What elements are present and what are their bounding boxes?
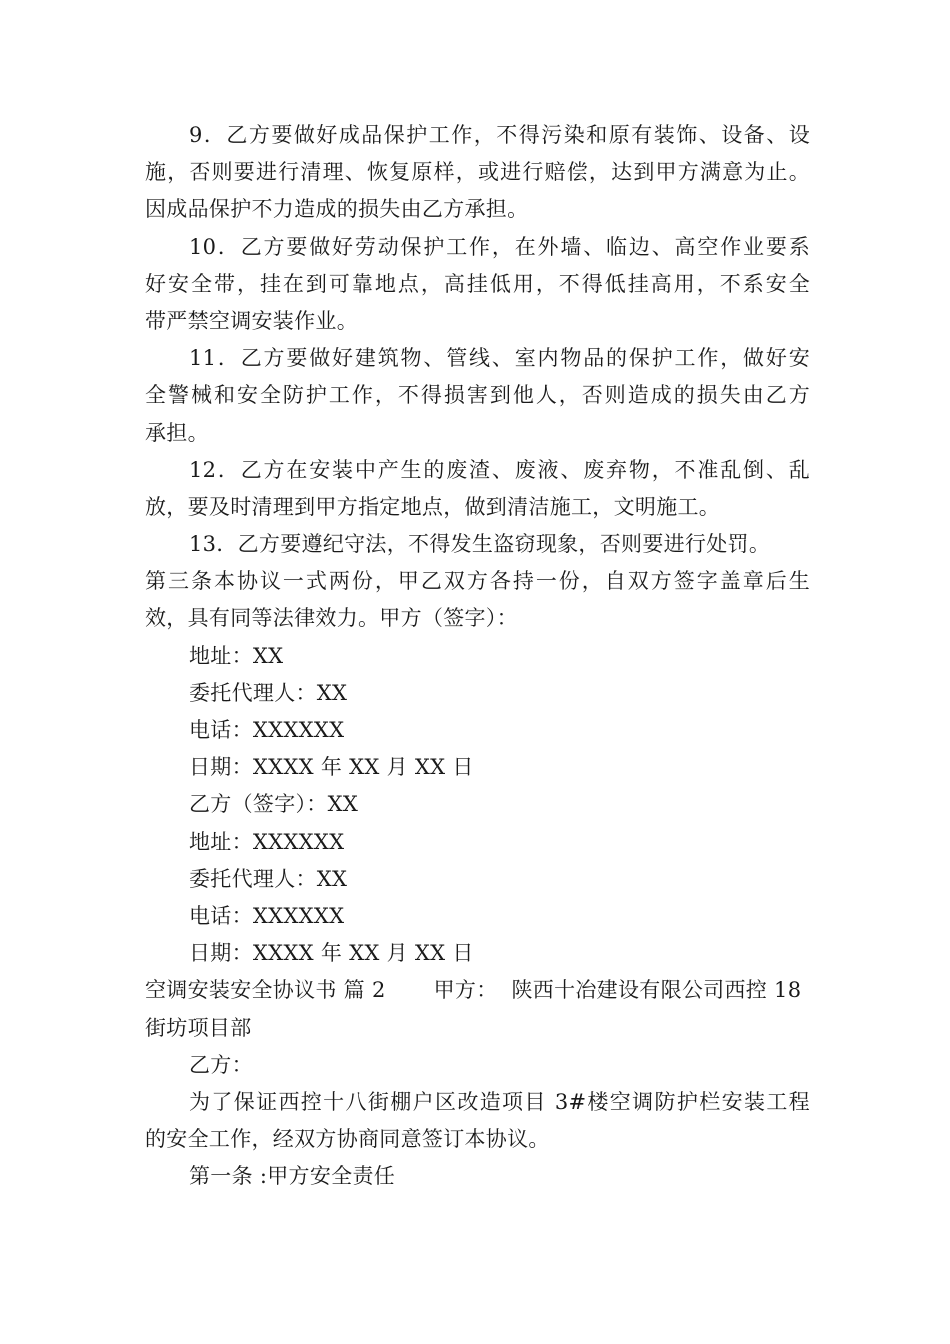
- party-a-address: 地址：XX: [189, 643, 284, 668]
- part-2-intro-line-1: 为了保证西控十八街棚户区改造项目 3#楼空调防护栏安装工程: [189, 1089, 810, 1114]
- party-b-agent: 委托代理人：XX: [189, 866, 348, 891]
- party-b-date: 日期：XXXX 年 XX 月 XX 日: [189, 941, 474, 966]
- clause-10-line-2: 好安全带，挂在到可靠地点，高挂低用，不得低挂高用，不系安全: [145, 271, 810, 296]
- part-2-party-a-name: 陕西十冶建设有限公司西控 18: [511, 978, 802, 1003]
- document-body: [145, 117, 810, 1195]
- clause-10-line-1: 10．乙方要做好劳动保护工作，在外墙、临边、高空作业要系: [189, 234, 810, 259]
- party-a-agent: 委托代理人：XX: [189, 680, 348, 705]
- part-2-party-b-label: 乙方：: [189, 1052, 253, 1077]
- part-2-heading: 空调安装安全协议书 篇 2: [145, 978, 386, 1003]
- party-b-signature: 乙方（签字）：XX: [189, 792, 359, 817]
- clause-11-line-2: 全警械和安全防护工作，不得损害到他人，否则造成的损失由乙方: [145, 383, 810, 408]
- party-a-date: 日期：XXXX 年 XX 月 XX 日: [189, 755, 474, 780]
- clause-11-line-3: 承担。: [145, 420, 209, 445]
- article-3-line-1: 第三条本协议一式两份，甲乙双方各持一份，自双方签字盖章后生: [145, 569, 810, 594]
- clause-9-line-2: 施，否则要进行清理、恢复原样，或进行赔偿，达到甲方满意为止。: [145, 160, 810, 185]
- clause-12-line-2: 放，要及时清理到甲方指定地点，做到清洁施工，文明施工。: [145, 494, 721, 519]
- clause-11-line-1: 11．乙方要做好建筑物、管线、室内物品的保护工作，做好安: [189, 346, 810, 371]
- clause-10-line-3: 带严禁空调安装作业。: [145, 308, 358, 333]
- clause-13-line-1: 13．乙方要遵纪守法，不得发生盗窃现象，否则要进行处罚。: [189, 532, 771, 557]
- part-2-intro-line-2: 的安全工作，经双方协商同意签订本协议。: [145, 1127, 550, 1152]
- part-2-heading-line: [145, 972, 810, 1009]
- clause-9-line-3: 因成品保护不力造成的损失由乙方承担。: [145, 197, 529, 222]
- clause-9-line-1: 9．乙方要做好成品保护工作，不得污染和原有装饰、设备、设: [189, 123, 810, 147]
- party-b-address: 地址：XXXXXX: [189, 829, 345, 854]
- clause-12-line-1: 12．乙方在安装中产生的废渣、废液、废弃物，不准乱倒、乱: [189, 457, 810, 482]
- party-a-phone: 电话：XXXXXX: [189, 718, 345, 742]
- part-2-party-a-label: 甲方：: [433, 978, 498, 1003]
- article-3-line-2: 效，具有同等法律效力。甲方（签字）：: [145, 606, 518, 631]
- part-2-article-1: 第一条 :甲方安全责任: [189, 1164, 396, 1189]
- party-b-phone: 电话：XXXXXX: [189, 903, 345, 928]
- part-2-party-a-name-cont: 街坊项目部: [145, 1015, 252, 1040]
